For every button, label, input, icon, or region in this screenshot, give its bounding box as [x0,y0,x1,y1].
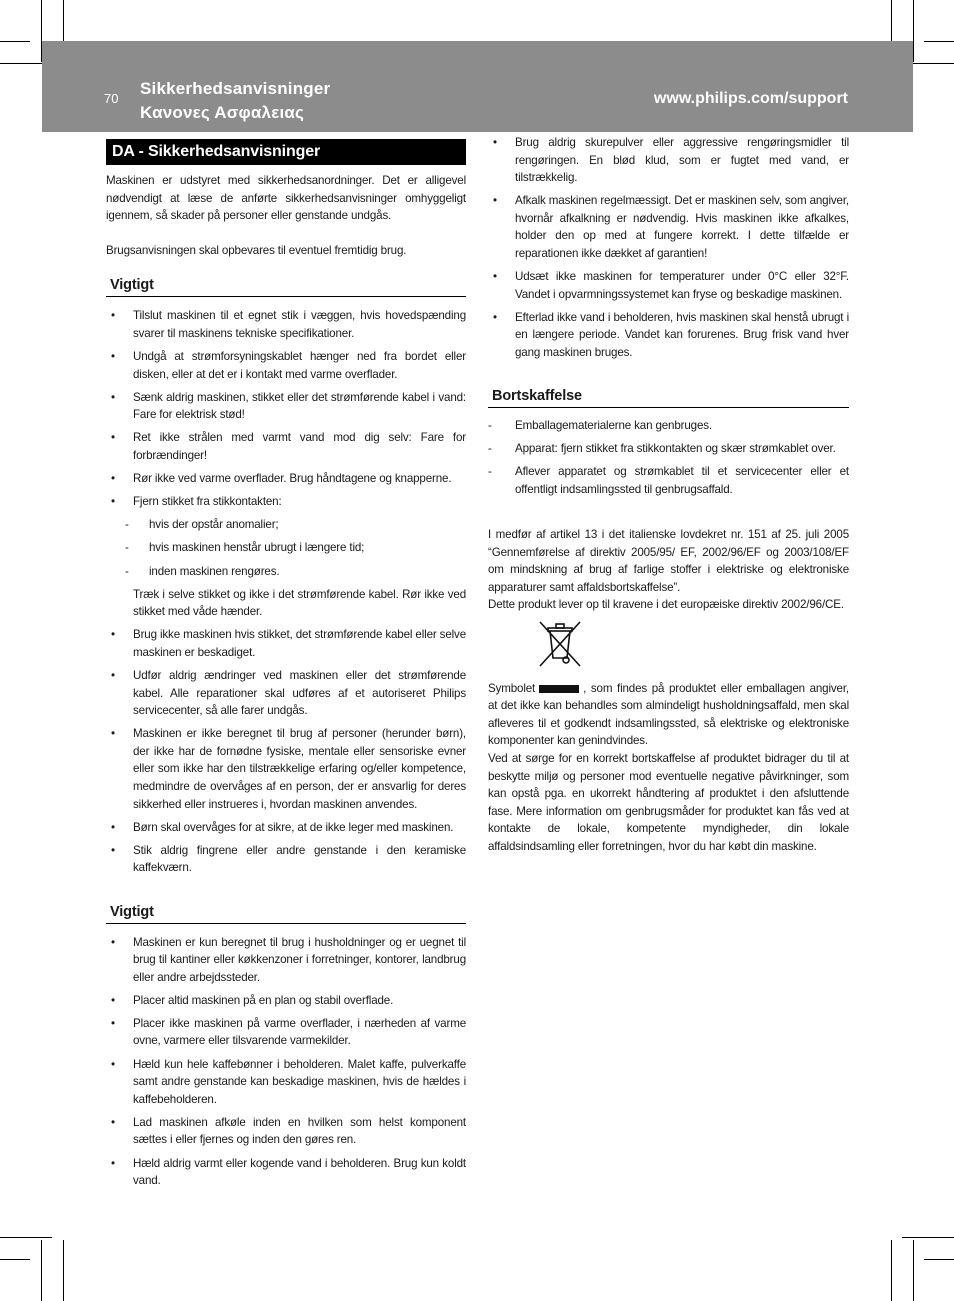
keep-manual-paragraph: Brugsanvisningen skal opbevares til eventuel fremtidig brug. [106,243,407,257]
heading-vigtigt-1: Vigtigt [106,275,466,297]
list-item: • Maskinen er ikke beregnet til brug af personer (herunder børn), der ikke har de fornødne fysiske, mentale eller sensoriske evner eller som ikke har den tilstrækkelige erfaring og/eller kompetence, medmindre de overvåges af en person, der er ansvarlig for deres sikkerhed eller instrueres i, hvordan maskinen anvendes. [111,727,466,811]
sub-list-item: - inden maskinen rengøres. [125,564,280,578]
crop-mark [913,1240,914,1301]
heading-bortskaffelse: Bortskaffelse [488,386,849,408]
correct-disposal-paragraph: Ved at sørge for en korrekt bortskaffelse af produktet bidrager du til at beskytte miljø og personer mod eventuelle negative påvirkninger, som kan opstå pga. en ukorrekt håndtering af produktet i den afsluttende fase. Mere information om genbrugsmåder for produktet kan fås ved at kontakte de lokale, kompetente myndigheder, din lokale affaldsindsamling eller forretningen, hvor du har købt din maskine. [488,751,849,853]
list-item: • Brug ikke maskinen hvis stikket, det strømførende kabel eller selve maskinen er beskadiget. [111,628,466,659]
left-column [106,139,466,1195]
header-title-danish: Sikkerhedsanvisninger [140,79,331,98]
list-item: • Stik aldrig fingrene eller andre genstande i den keramiske kaffekværn. [111,843,466,875]
list-item: • Rør ikke ved varme overflader. Brug håndtagene og knapperne. [111,472,452,486]
symbol-bar-icon [539,685,579,693]
list-item: - Apparat: fjern stikket fra stikkontakten og skær strømkablet over. [488,442,836,456]
symbol-paragraph: Symbolet , som findes på produktet eller emballagen angiver, at det ikke kan behandles som almindeligt husholdningsaffald, men skal afleveres til et godkendt indsamlingssted, så elektriske og elektroniske komponenter kan genindvindes. [488,681,849,748]
unplug-continuation: Træk i selve stikket og ikke i det strømførende kabel. Rør ikke ved stikket med våde hænder. [133,587,466,619]
list-item: • Placer ikke maskinen på varme overflader, i nærheden af varme ovne, varmere eller tilsvarende varmekilder. [111,1016,466,1048]
list-item: • Hæld aldrig varmt eller kogende vand i beholderen. Brug kun koldt vand. [111,1156,466,1188]
list-item: • Udsæt ikke maskinen for temperaturer under 0°C eller 32°F. Vandet i opvarmningssystemet kan fryse og beskadige maskinen. [493,270,849,301]
list-item: • Brug aldrig skurepulver eller aggressive rengøringsmidler til rengøringen. En blød klud, som er fugtet med vand, er tilstrækkelig. [493,136,849,185]
law-paragraph: I medfør af artikel 13 i det italienske lovdekret nr. 151 af 25. juli 2005 “Gennemførelse af direktiv 2005/95/ EF, 2002/96/EF og 2003/108/EF om mindskning af brug af farlige stoffer i elektriske og elektroniske apparaturer samt affaldsbortskaffelse”. [488,528,849,594]
unplug-sub-list [106,516,466,580]
sub-list-item: - hvis maskinen henstår ubrugt i længere tid; [125,541,365,555]
crop-mark [41,1240,42,1301]
list-item: - Aflever apparatet og strømkablet til et servicecenter eller et offentligt indsamlingssted til genbrugsaffald. [488,465,849,496]
list-item: • Ret ikke strålen med varmt vand mod dig selv: Fare for forbrændinger! [111,431,466,463]
safety-list-1 [106,307,466,510]
list-item: • Børn skal overvåges for at sikre, at de ikke leger med maskinen. [111,820,454,834]
crop-mark [913,0,914,62]
crop-mark [924,41,954,42]
list-item: • Maskinen er kun beregnet til brug i husholdninger og er uegnet til brug til kantiner eller køkkenzoner i forretninger, kontorer, landbrug eller andre arbejdssteder. [111,935,466,984]
crop-mark [924,1259,954,1260]
intro-paragraph: Maskinen er udstyret med sikkerhedsanordninger. Det er alligevel nødvendigt at læse de anførte sikkerhedsanvisninger omhyggeligt igennem, så skader på personer eller genstande undgås. [106,174,466,223]
heading-vigtigt-2: Vigtigt [106,902,466,924]
list-item: - Emballagematerialerne kan genbruges. [488,419,712,433]
crop-mark [0,41,30,42]
support-link[interactable]: www.philips.com/support [653,90,848,107]
care-list [488,134,849,362]
list-item: • Efterlad ikke vand i beholderen, hvis maskinen skal henstå ubrugt i en længere periode. Vandet kan forurenes. Brug frisk vand hver gang maskinen bruges. [493,310,849,360]
list-item: • Sænk aldrig maskinen, stikket eller det strømførende kabel i vand: Fare for elektrisk stød! [111,390,466,422]
sub-list-item: - hvis der opstår anomalier; [125,518,279,532]
page-number: 70 [104,91,119,106]
safety-list-2 [106,626,466,877]
right-column [488,134,849,856]
list-item: • Undgå at strømforsyningskablet hænger ned fra bordet eller disken, eller at det er i kontakt med varme overflader. [111,350,466,381]
crop-mark [63,1240,64,1301]
list-item: • Hæld kun hele kaffebønner i beholderen. Malet kaffe, pulverkaffe samt andre genstande kan beskadige maskinen, hvis de hældes i kaffebeholderen. [111,1057,466,1106]
list-item: • Tilslut maskinen til et egnet stik i væggen, hvis hovedspænding svarer til maskinens tekniske specifikationer. [111,309,466,340]
list-item: • Lad maskinen afkøle inden en hvilken som helst komponent sættes i eller fjernes og inden den gøres ren. [111,1115,466,1147]
section-title: DA - Sikkerhedsanvisninger [106,139,466,165]
crop-mark [891,1240,892,1301]
list-item: • Placer altid maskinen på en plan og stabil overflade. [111,993,394,1007]
crop-mark [0,1259,30,1260]
page-header [42,41,913,132]
crop-mark [902,1237,954,1238]
crop-mark [0,1237,52,1238]
crossed-out-wheelie-bin-icon [536,618,584,668]
list-item: • Afkalk maskinen regelmæssigt. Det er maskinen selv, som angiver, hvornår afkalkning er nødvendig. Hvis maskinen ikke afkalkes, holder den op med at fungere korrekt. I dette tilfælde er reparationen ikke dækket af garantien! [493,194,849,261]
directive-paragraph: Dette produkt lever op til kravene i det europæiske direktiv 2002/96/CE. [488,598,844,612]
list-item: • Fjern stikket fra stikkontakten: [111,495,282,509]
header-title-greek: Κανονες Ασφαλειας [140,103,305,122]
disposal-list [488,417,849,498]
safety-list-3 [106,934,466,1190]
list-item: • Udfør aldrig ændringer ved maskinen eller det strømførende kabel. Alle reparationer skal udføres af et autoriseret Philips servicecenter, så alle farer undgås. [111,668,466,718]
